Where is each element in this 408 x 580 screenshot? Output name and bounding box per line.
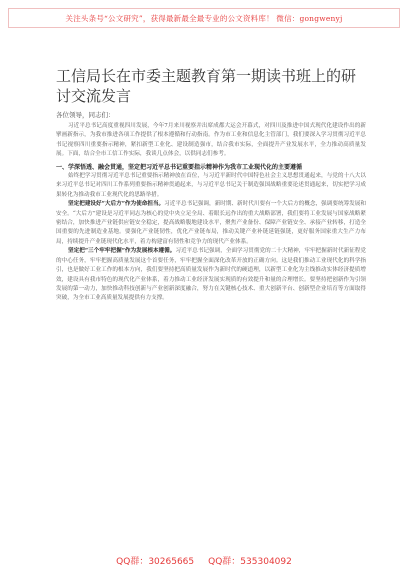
paragraph-lead: 坚定把建设好“大后方”作为使命担当。 — [68, 201, 165, 208]
footer — [0, 548, 408, 572]
qq-group-2: QQ群：535304092 — [208, 556, 292, 567]
intro-paragraph: 习近平总书记高度重视四川发展，今年7月来川视察并出席成都大运会开幕式，对四川及推进中国式现代化建设作出的新擘画新指示，为我市推进各项工作提供了根本遵循和行动指南。作为市工业和信息化主管部门，我们要深入学习贯彻习近平总书记视察四川重要指示精神，紧扣新型工业化、建设制造强市，结合我市实际，全面提升产业发展水平，全力推动高质量发展。下面，结合全市工信工作实际，我谈几点体会，以供同志们参考。 — [56, 123, 366, 158]
salutation: 各位领导，同志们： — [56, 111, 115, 119]
paragraph-body: 习近平总书记强调，全面学习贯彻党的二十大精神，牢牢把握新时代新征程党的中心任务，牢牢把握高质量发展这个首要任务，牢牢把握全面深化改革开放的正确方向。这是我们推动工业现代化的科学指引，也是做好工业工作的根本方向，我们要坚持把高质量发展作为新时代的硬道理，以新型工业化为主线推动实体经济提质增效，建设具有我市特色的现代化产业体系，着力推动工业经济发展实现质的有效提升和量的合理增长。要坚持把创新作为引领发展的第一动力，加快推动科技创新与产业创新深度融合，努力在关键核心技术、重大创新平台、创新型企业培育等方面取得突破，为全市工业高质量发展提供有力支撑。 — [56, 248, 366, 302]
promo-banner-text: 关注头条号“公文研究”，获得最新最全最专业的公文资料库！ 微信：gongwenyj — [65, 13, 343, 23]
document-title: 工信局长在市委主题教育第一期读书班上的研讨交流发言 — [56, 67, 357, 105]
paragraph-big-rear — [56, 200, 366, 247]
section-heading: 一、学深悟透、融会贯通，坚定把习近平总书记重要指示精神作为我市工业现代化的主要遵循 — [56, 163, 303, 171]
promo-banner — [8, 8, 400, 28]
section-paragraph: 始终把学习贯彻习近平总书记重要指示精神放在首位，与习近平新时代中国特色社会主义思想贯通起来，与党的十八大以来习近平总书记对四川工作系列重要指示精神贯通起来，与习近平总书记关于制造强国战略重要论述贯通起来，切实把学习成果转化为推动我市工业现代化的思路举措。 — [56, 173, 366, 198]
paragraph-lead: 坚定把“三个牢牢把握”作为发展根本遵循。 — [68, 248, 176, 255]
document-body — [56, 122, 366, 304]
qq-group-1: QQ群：30265665 — [116, 556, 195, 567]
paragraph-three-grasp — [56, 247, 366, 303]
paragraph-body: 习近平总书记强调，新时期、新时代川要有一个大后方的概念，强调要统筹发展和安全。“大后方”建设是习近平同志为核心的党中央立足全局、着眼长远作出的重大战略部署，我们要将工业发展与国家战略紧密结合，加快推进产业链供应链安全稳定，提高战略腹地建设水平，聚焦产业备份、保障产业链安全、承接产业转移，打造全国重要的先进制造业基地。要强化产业链韧性，优化产业链布局，推动关键产业补链延链强链，更好服务国家重大生产力布局，持续提升产业链现代化水平，着力构建富有韧性和竞争力的现代产业体系。 — [56, 201, 366, 245]
